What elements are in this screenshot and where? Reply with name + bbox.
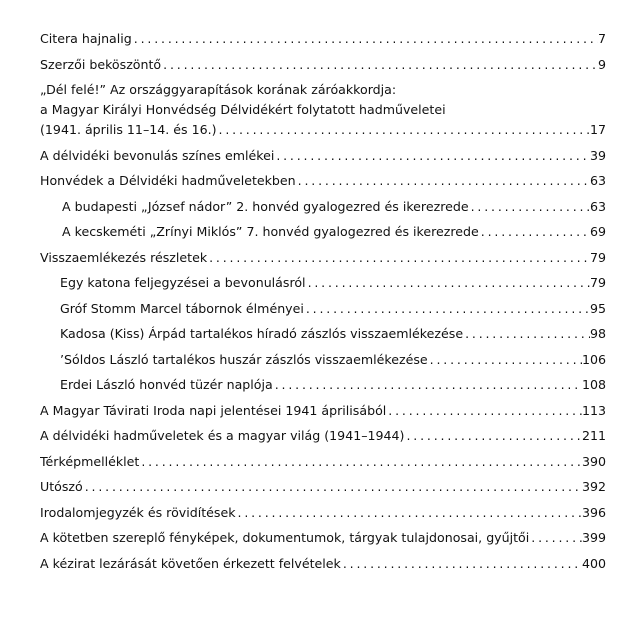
- toc-entry-fenykepek-tulajdonosai[interactable]: [40, 528, 606, 548]
- dot-leader: [463, 324, 590, 344]
- toc-entry-title: Szerzői beköszöntő: [40, 56, 162, 72]
- dot-leader: [306, 273, 590, 293]
- toc-entry-page: 7: [597, 31, 606, 46]
- toc-entry-szerzoi-bekoszonto[interactable]: [40, 55, 606, 75]
- toc-entry-mti-jelentesei[interactable]: [40, 401, 606, 421]
- toc-entry-page: 79: [589, 249, 606, 265]
- toc-entry-title: A kecskeméti „Zrínyi Miklós” 7. honvéd gyalogezred és ikerezrede: [62, 224, 479, 239]
- toc-entry-title: A Magyar Távirati Iroda napi jelentései 1941 áprilisából: [40, 402, 387, 418]
- toc-entry-budapesti-ezred[interactable]: [40, 197, 606, 217]
- dot-leader: [217, 120, 590, 140]
- toc-entry-title: (1941. április 11–14. és 16.): [40, 122, 217, 137]
- toc-entry-page: 399: [581, 530, 606, 545]
- dot-leader: [236, 503, 582, 523]
- toc-entry-erdei-laszlo[interactable]: [40, 375, 606, 395]
- toc-entry-katona-feljegyzesei[interactable]: [40, 273, 606, 293]
- toc-entry-title: ’Sóldos László tartalékos huszár zászlós visszaemlékezése: [60, 351, 428, 367]
- toc-entry-title: Gróf Stomm Marcel tábornok élményei: [60, 300, 304, 316]
- toc-entry-irodalomjegyzek[interactable]: [40, 503, 606, 523]
- dot-leader: [469, 197, 590, 217]
- toc-entry-del-fele[interactable]: [40, 80, 606, 140]
- dot-leader: [386, 401, 582, 421]
- toc-entry-page: 69: [589, 224, 606, 239]
- toc-entry-title: A délvidéki hadműveletek és a magyar világ (1941–1944): [40, 428, 405, 443]
- dot-leader: [404, 426, 581, 446]
- dot-leader: [529, 528, 582, 548]
- dot-leader: [139, 452, 582, 472]
- toc-entry-page: 390: [581, 453, 606, 469]
- dot-leader: [132, 29, 598, 49]
- dot-leader: [428, 350, 582, 370]
- toc-entry-page: 39: [589, 147, 606, 163]
- toc-entry-page: 396: [581, 504, 606, 520]
- toc-entry-delvideki-bevonulas[interactable]: [40, 146, 606, 166]
- toc-entry-title: A kézirat lezárását követően érkezett felvételek: [40, 555, 341, 571]
- toc-entry-title: Irodalomjegyzék és rövidítések: [40, 504, 236, 520]
- toc-entry-utoszo[interactable]: [40, 477, 606, 497]
- toc-entry-page: 106: [581, 351, 606, 367]
- dot-leader: [83, 477, 582, 497]
- dot-leader: [479, 222, 590, 242]
- dot-leader: [341, 554, 582, 574]
- toc-entry-title-line: „Dél felé!” Az országgyarapítások korának záróakkordja:: [40, 82, 397, 97]
- toc-entry-honvedek[interactable]: [40, 171, 606, 191]
- table-of-contents: [40, 29, 606, 579]
- toc-entry-title: A délvidéki bevonulás színes emlékei: [40, 147, 275, 163]
- toc-entry-title: Honvédek a Délvidéki hadműveletekben: [40, 173, 296, 188]
- toc-entry-title: Erdei László honvéd tüzér naplója: [60, 377, 273, 392]
- toc-entry-page: 98: [589, 326, 606, 341]
- toc-entry-page: 63: [589, 198, 606, 214]
- toc-entry-page: 113: [581, 402, 606, 418]
- toc-entry-title: Térképmelléklet: [40, 453, 140, 469]
- toc-entry-delvideki-hadmuveletek[interactable]: [40, 426, 606, 446]
- toc-entry-citera-hajnalig[interactable]: [40, 29, 606, 49]
- toc-entry-page: 211: [581, 428, 606, 443]
- toc-entry-title: Citera hajnalig: [40, 31, 132, 46]
- toc-entry-page: 9: [597, 56, 606, 72]
- dot-leader: [296, 171, 590, 191]
- toc-entry-page: 79: [589, 275, 606, 290]
- toc-entry-title: Kadosa (Kiss) Árpád tartalékos híradó zászlós visszaemlékezése: [60, 326, 464, 341]
- dot-leader: [304, 299, 590, 319]
- toc-entry-page: 400: [581, 555, 606, 571]
- toc-entry-title: Visszaemlékezés részletek: [40, 249, 208, 265]
- toc-entry-title: A budapesti „József nádor” 2. honvéd gyalogezred és ikerezrede: [62, 198, 469, 214]
- toc-entry-soldos-laszlo[interactable]: [40, 350, 606, 370]
- toc-entry-title: Utószó: [40, 479, 83, 494]
- toc-entry-page: 17: [589, 122, 606, 137]
- toc-entry-kadosa-arpad[interactable]: [40, 324, 606, 344]
- toc-entry-page: 108: [581, 377, 606, 392]
- dot-leader: [273, 375, 582, 395]
- toc-entry-title: Egy katona feljegyzései a bevonulásról: [60, 275, 306, 290]
- toc-entry-page: 95: [589, 300, 606, 316]
- dot-leader: [207, 248, 590, 268]
- dot-leader: [274, 146, 590, 166]
- toc-entry-title: A kötetben szereplő fényképek, dokumentumok, tárgyak tulajdonosai, gyűjtői: [40, 530, 530, 545]
- toc-entry-title-line: a Magyar Királyi Honvédség Délvidékért folytatott hadműveletei: [40, 102, 446, 117]
- toc-entry-page: 63: [589, 173, 606, 188]
- toc-entry-kesobb-erkezett-felvetelek[interactable]: [40, 554, 606, 574]
- toc-entry-page: 392: [581, 479, 606, 494]
- toc-entry-visszaemlekezes[interactable]: [40, 248, 606, 268]
- toc-entry-kecskemeti-ezred[interactable]: [40, 222, 606, 242]
- dot-leader: [161, 55, 598, 75]
- toc-entry-stomm-marcel[interactable]: [40, 299, 606, 319]
- toc-entry-terkepmelleklet[interactable]: [40, 452, 606, 472]
